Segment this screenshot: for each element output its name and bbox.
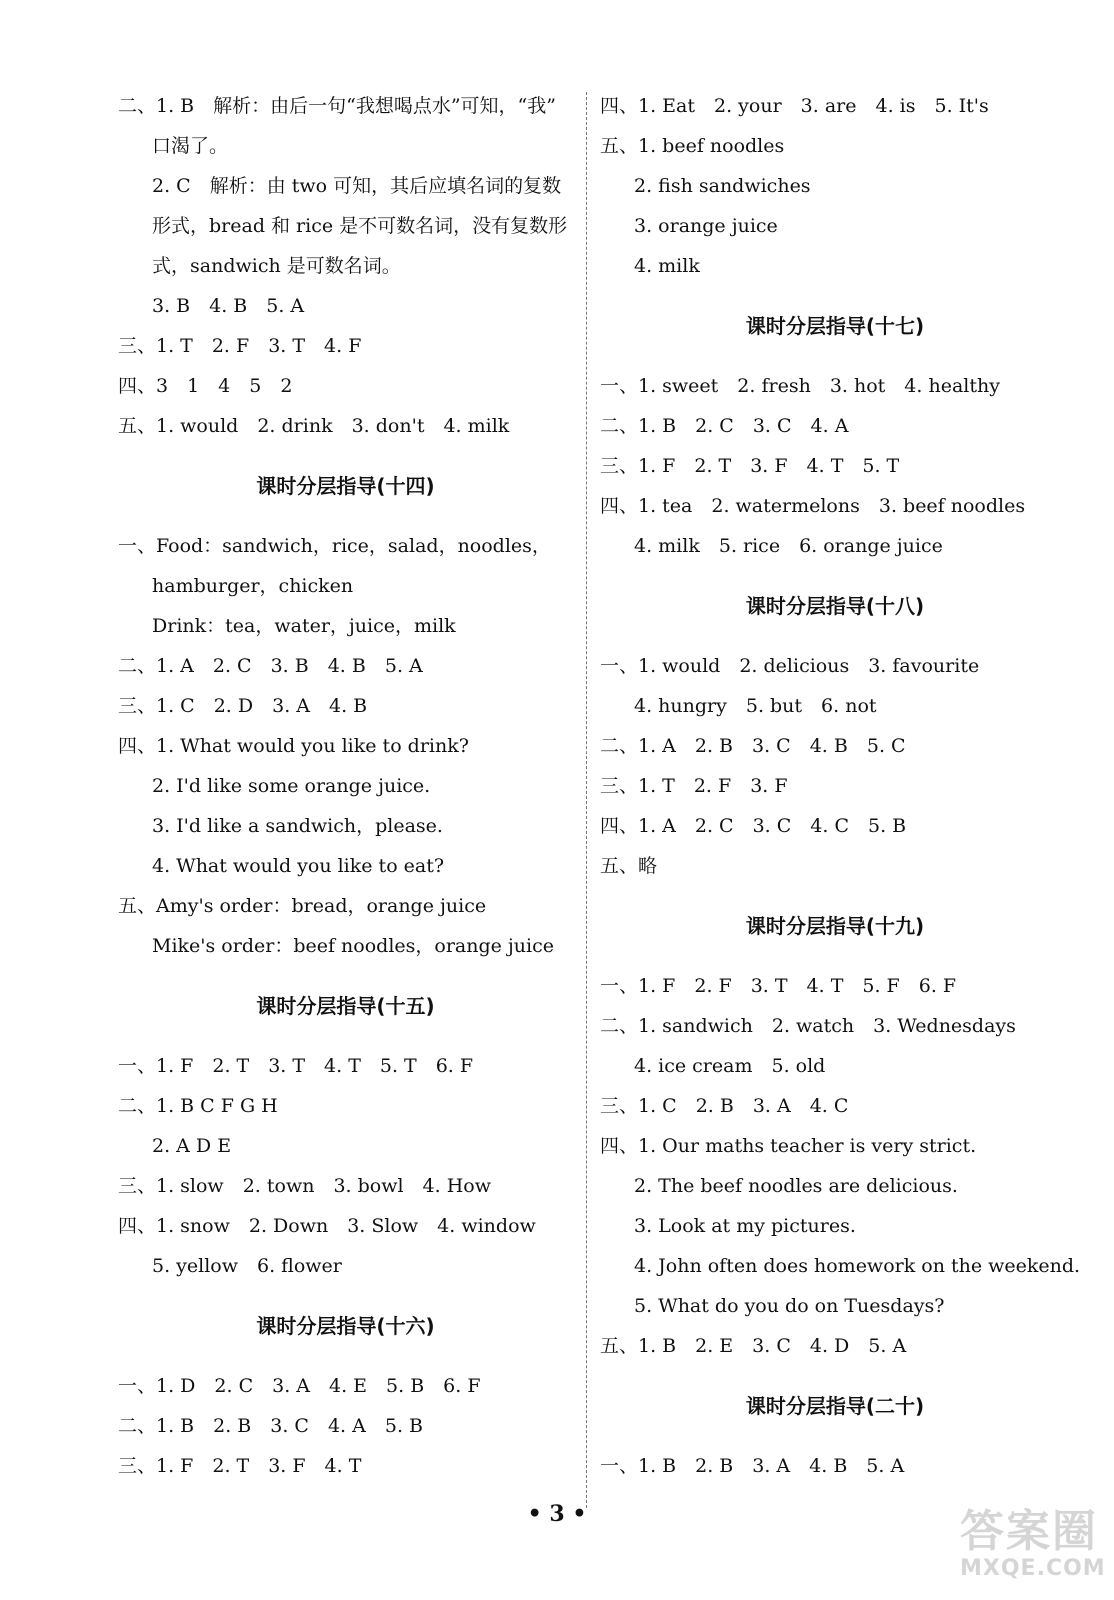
answer-line: 四、3 1 4 5 2: [118, 375, 293, 397]
answer-line: 2. A D E: [152, 1135, 232, 1157]
answer-explanation: 2. C 解析：由 two 可知，其后应填名词的复数形式，bread 和 rice 是不可数名词，没有复数形式，sandwich 是可数名词。: [152, 175, 568, 277]
answer-line: 4. John often does homework on the weekend.: [634, 1255, 1081, 1277]
answer-line: 五、1. beef noodles: [600, 135, 785, 157]
section-heading-19: 课时分层指导(十九): [745, 914, 925, 938]
answer-line: 四、1. A 2. C 3. C 4. C 5. B: [600, 815, 907, 837]
watermark-logo-text: 答案圈: [960, 1506, 1098, 1557]
answer-line: 二、1. B 2. B 3. C 4. A 5. B: [118, 1415, 423, 1437]
answer-line: 一、Food：sandwich，rice，salad，noodles，: [118, 535, 551, 557]
answer-line: 三、1. T 2. F 3. T 4. F: [118, 335, 362, 357]
answer-line: 三、1. F 2. T 3. F 4. T: [118, 1455, 362, 1477]
left-column: [118, 86, 573, 1486]
section-heading-15: 课时分层指导(十五): [256, 994, 435, 1018]
section-heading-18: 课时分层指导(十八): [745, 594, 925, 618]
answer-line: 二、1. sandwich 2. watch 3. Wednesdays: [600, 1015, 1016, 1037]
answer-line: 4. milk: [634, 255, 700, 277]
watermark-url: MXQE.COM: [960, 1556, 1106, 1581]
answer-line: hamburger，chicken: [152, 575, 354, 597]
column-divider: [586, 92, 587, 1508]
answer-line: 五、1. would 2. drink 3. don't 4. milk: [118, 415, 510, 437]
answer-line: 四、1. Our maths teacher is very strict.: [600, 1135, 977, 1157]
answer-line: 三、1. F 2. T 3. F 4. T 5. T: [600, 455, 900, 477]
answer-line: 三、1. slow 2. town 3. bowl 4. How: [118, 1175, 491, 1197]
right-column: [600, 86, 1081, 1486]
answer-line: 一、1. F 2. T 3. T 4. T 5. T 6. F: [118, 1055, 474, 1077]
answer-line: 2. The beef noodles are delicious.: [634, 1175, 958, 1197]
answer-line: 4. ice cream 5. old: [634, 1055, 826, 1077]
answer-line: 三、1. C 2. D 3. A 4. B: [118, 695, 368, 717]
answer-line: 四、1. snow 2. Down 3. Slow 4. window: [118, 1215, 536, 1237]
answer-line: 二、1. B 解析：由后一句“我想喝点水”可知，“我”: [118, 95, 556, 117]
answer-line: 二、1. A 2. B 3. C 4. B 5. C: [600, 735, 906, 757]
answer-line: 五、1. B 2. E 3. C 4. D 5. A: [600, 1335, 907, 1357]
answer-line: 3. Look at my pictures.: [634, 1215, 856, 1237]
answer-line: Drink：tea，water，juice，milk: [152, 615, 456, 637]
answer-line: 四、1. What would you like to drink?: [118, 735, 469, 757]
answer-line: 五、略: [600, 855, 658, 877]
answer-line: 3. I'd like a sandwich，please.: [152, 815, 443, 837]
answer-line: 4. hungry 5. but 6. not: [634, 695, 877, 717]
answer-line: 3. orange juice: [634, 215, 778, 237]
answer-line: 4. What would you like to eat?: [152, 855, 445, 877]
answer-line: 五、Amy's order：bread，orange juice: [118, 895, 487, 917]
answer-line: 一、1. B 2. B 3. A 4. B 5. A: [600, 1455, 905, 1477]
section-heading-16: 课时分层指导(十六): [256, 1314, 435, 1338]
answer-line: 二、1. B 2. C 3. C 4. A: [600, 415, 849, 437]
answer-line: 一、1. would 2. delicious 3. favourite: [600, 655, 980, 677]
answer-line: 四、1. Eat 2. your 3. are 4. is 5. It's: [600, 95, 989, 117]
answer-line: 5. yellow 6. flower: [152, 1255, 342, 1277]
answer-line: 二、1. A 2. C 3. B 4. B 5. A: [118, 655, 423, 677]
answer-line: Mike's order：beef noodles，orange juice: [152, 935, 555, 957]
answer-line: 二、1. B C F G H: [118, 1095, 278, 1117]
answer-line: 四、1. tea 2. watermelons 3. beef noodles: [600, 495, 1026, 517]
answer-line: 5. What do you do on Tuesdays?: [634, 1295, 945, 1317]
page-number: • 3 •: [527, 1501, 587, 1527]
section-heading-14: 课时分层指导(十四): [256, 474, 435, 498]
answer-line: 3. B 4. B 5. A: [152, 295, 305, 317]
section-heading-17: 课时分层指导(十七): [745, 314, 925, 338]
answer-line: 三、1. T 2. F 3. F: [600, 775, 788, 797]
answer-line: 2. fish sandwiches: [634, 175, 811, 197]
answer-line: 三、1. C 2. B 3. A 4. C: [600, 1095, 849, 1117]
answer-line: 口渴了。: [152, 135, 229, 157]
answer-line: 2. I'd like some orange juice.: [152, 775, 431, 797]
answer-line: 一、1. sweet 2. fresh 3. hot 4. healthy: [600, 375, 1000, 397]
section-heading-20: 课时分层指导(二十): [745, 1394, 925, 1418]
answer-line: 4. milk 5. rice 6. orange juice: [634, 535, 943, 557]
site-watermark-logo: [960, 1506, 1106, 1592]
answer-line: 一、1. F 2. F 3. T 4. T 5. F 6. F: [600, 975, 957, 997]
answer-line: 一、1. D 2. C 3. A 4. E 5. B 6. F: [118, 1375, 481, 1397]
